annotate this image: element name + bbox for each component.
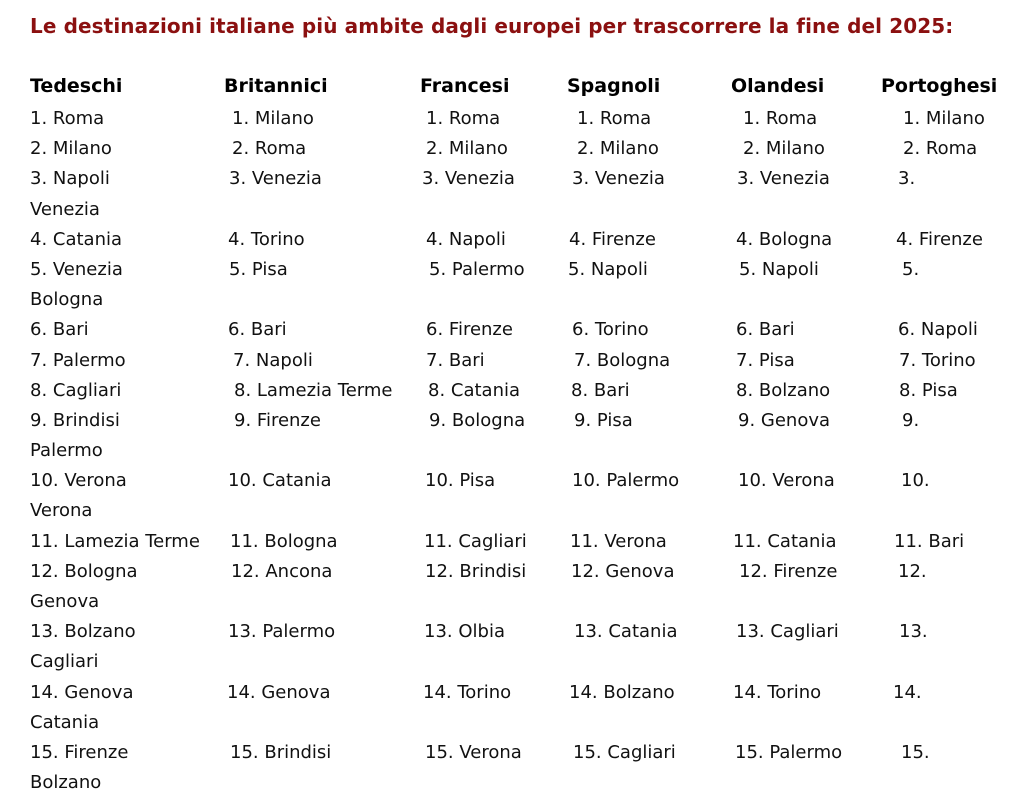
- ranking-entry-francesi: 8. Catania: [428, 379, 521, 401]
- column-header-spagnoli: Spagnoli: [567, 75, 661, 97]
- ranking-entry-tedeschi: 12. Bologna: [30, 560, 138, 582]
- text-line: [30, 285, 1020, 315]
- ranking-entry-olandesi: 10. Verona: [738, 470, 835, 492]
- ranking-entry-olandesi: 13. Cagliari: [736, 621, 839, 643]
- ranking-entry-britannici: 12. Ancona: [231, 560, 333, 582]
- ranking-entry-britannici: 7. Napoli: [233, 349, 313, 371]
- text-line: [30, 496, 1020, 526]
- ranking-entry-tedeschi: Cagliari: [30, 651, 99, 673]
- ranking-entry-portoghesi: 11. Bari: [894, 530, 965, 552]
- ranking-entry-francesi: 5. Palermo: [429, 258, 525, 280]
- ranking-entry-britannici: 14. Genova: [227, 681, 331, 703]
- ranking-entry-olandesi: 6. Bari: [736, 319, 795, 341]
- ranking-entry-britannici: 2. Roma: [232, 138, 307, 160]
- column-header-britannici: Britannici: [224, 75, 328, 97]
- ranking-entry-francesi: 10. Pisa: [425, 470, 496, 492]
- page-title: Le destinazioni italiane più ambite dagli europei per trascorrere la fine del 2025:: [30, 14, 954, 38]
- ranking-entry-portoghesi: 14.: [893, 681, 922, 703]
- ranking-entry-francesi: 6. Firenze: [426, 319, 513, 341]
- ranking-entry-britannici: 4. Torino: [228, 228, 305, 250]
- ranking-entry-britannici: 6. Bari: [228, 319, 287, 341]
- ranking-entry-tedeschi: 4. Catania: [30, 228, 123, 250]
- ranking-entry-olandesi: 4. Bologna: [736, 228, 833, 250]
- ranking-entry-spagnoli: 8. Bari: [571, 379, 630, 401]
- ranking-entry-britannici: 13. Palermo: [228, 621, 336, 643]
- text-line: [30, 255, 1020, 285]
- text-line: [30, 768, 1020, 798]
- text-line: [30, 104, 1020, 134]
- ranking-entry-tedeschi: Verona: [30, 500, 93, 522]
- ranking-entry-francesi: 14. Torino: [423, 681, 512, 703]
- ranking-entry-spagnoli: 5. Napoli: [568, 258, 648, 280]
- ranking-entry-britannici: 11. Bologna: [230, 530, 338, 552]
- ranking-entry-portoghesi: 8. Pisa: [899, 379, 958, 401]
- ranking-entry-olandesi: 11. Catania: [733, 530, 837, 552]
- text-line: [30, 617, 1020, 647]
- ranking-entry-olandesi: 2. Milano: [743, 138, 825, 160]
- text-line: [30, 164, 1020, 194]
- ranking-entry-britannici: 10. Catania: [228, 470, 332, 492]
- column-header-portoghesi: Portoghesi: [881, 75, 998, 97]
- ranking-entry-britannici: 8. Lamezia Terme: [234, 379, 393, 401]
- ranking-entry-tedeschi: Genova: [30, 591, 100, 612]
- ranking-entry-tedeschi: 9. Brindisi: [30, 409, 120, 431]
- text-line: [30, 557, 1020, 587]
- ranking-entry-francesi: 13. Olbia: [424, 621, 505, 643]
- ranking-entry-francesi: 9. Bologna: [429, 409, 526, 431]
- ranking-entry-olandesi: 1. Roma: [743, 108, 818, 129]
- ranking-text: [30, 104, 1020, 798]
- ranking-entry-tedeschi: 2. Milano: [30, 138, 112, 160]
- ranking-entry-portoghesi: 10.: [901, 470, 930, 492]
- ranking-entry-portoghesi: 9.: [902, 409, 920, 431]
- ranking-entry-britannici: 3. Venezia: [229, 168, 322, 190]
- ranking-entry-francesi: 15. Verona: [425, 741, 522, 763]
- ranking-entry-francesi: 7. Bari: [426, 349, 485, 371]
- ranking-entry-olandesi: 9. Genova: [738, 409, 831, 431]
- text-line: [30, 376, 1020, 406]
- ranking-entry-tedeschi: 7. Palermo: [30, 349, 126, 371]
- ranking-entry-tedeschi: 14. Genova: [30, 681, 134, 703]
- ranking-entry-portoghesi: 15.: [901, 741, 930, 763]
- ranking-entry-spagnoli: 12. Genova: [571, 560, 675, 582]
- ranking-entry-tedeschi: 10. Verona: [30, 470, 127, 492]
- ranking-entry-spagnoli: 6. Torino: [572, 319, 649, 341]
- ranking-entry-tedeschi: Palermo: [30, 440, 103, 462]
- text-line: [30, 195, 1020, 225]
- ranking-entry-olandesi: 15. Palermo: [735, 741, 843, 763]
- text-line: [30, 738, 1020, 768]
- ranking-entry-portoghesi: 13.: [899, 621, 928, 643]
- column-headers: [30, 75, 1024, 101]
- ranking-entry-portoghesi: 5.: [902, 258, 920, 280]
- ranking-entry-spagnoli: 4. Firenze: [569, 228, 656, 250]
- column-header-francesi: Francesi: [420, 75, 510, 97]
- ranking-entry-spagnoli: 3. Venezia: [572, 168, 665, 190]
- ranking-entry-tedeschi: 3. Napoli: [30, 168, 110, 190]
- text-line: [30, 678, 1020, 708]
- text-line: [30, 134, 1020, 164]
- ranking-entry-tedeschi: 6. Bari: [30, 319, 89, 341]
- ranking-entry-francesi: 2. Milano: [426, 138, 508, 160]
- ranking-entry-portoghesi: 2. Roma: [903, 138, 978, 160]
- text-line: [30, 708, 1020, 738]
- ranking-entry-tedeschi: Venezia: [30, 198, 100, 220]
- ranking-entry-tedeschi: Catania: [30, 711, 100, 733]
- text-line: [30, 346, 1020, 376]
- ranking-entry-portoghesi: 3.: [898, 168, 916, 190]
- ranking-entry-tedeschi: 1. Roma: [30, 108, 105, 129]
- ranking-entry-britannici: 9. Firenze: [234, 409, 321, 431]
- ranking-entry-spagnoli: 9. Pisa: [574, 409, 633, 431]
- ranking-entry-tedeschi: 13. Bolzano: [30, 621, 136, 643]
- text-line: [30, 225, 1020, 255]
- ranking-entry-spagnoli: 11. Verona: [570, 530, 667, 552]
- ranking-entry-portoghesi: 4. Firenze: [896, 228, 983, 250]
- text-line: [30, 527, 1020, 557]
- text-line: [30, 315, 1020, 345]
- ranking-entry-francesi: 11. Cagliari: [424, 530, 527, 552]
- ranking-entry-portoghesi: 1. Milano: [903, 108, 985, 129]
- ranking-entry-portoghesi: 6. Napoli: [898, 319, 978, 341]
- ranking-entry-olandesi: 5. Napoli: [739, 258, 819, 280]
- ranking-entry-spagnoli: 1. Roma: [577, 108, 652, 129]
- ranking-entry-portoghesi: 12.: [898, 560, 927, 582]
- ranking-entry-olandesi: 8. Bolzano: [736, 379, 831, 401]
- ranking-entry-britannici: 5. Pisa: [229, 258, 288, 280]
- ranking-entry-olandesi: 7. Pisa: [736, 349, 795, 371]
- ranking-entry-olandesi: 3. Venezia: [737, 168, 830, 190]
- ranking-entry-tedeschi: 5. Venezia: [30, 258, 123, 280]
- ranking-entry-spagnoli: 2. Milano: [577, 138, 659, 160]
- ranking-entry-spagnoli: 10. Palermo: [572, 470, 680, 492]
- ranking-entry-olandesi: 12. Firenze: [739, 560, 838, 582]
- ranking-entry-spagnoli: 15. Cagliari: [573, 741, 676, 763]
- ranking-entry-tedeschi: 15. Firenze: [30, 741, 129, 763]
- ranking-entry-tedeschi: Bologna: [30, 289, 104, 311]
- ranking-entry-portoghesi: 7. Torino: [899, 349, 976, 371]
- ranking-entry-francesi: 12. Brindisi: [425, 560, 527, 582]
- text-line: [30, 436, 1020, 466]
- ranking-entry-spagnoli: 7. Bologna: [574, 349, 671, 371]
- text-line: [30, 466, 1020, 496]
- text-line: [30, 647, 1020, 677]
- ranking-entry-tedeschi: 8. Cagliari: [30, 379, 122, 401]
- column-header-olandesi: Olandesi: [731, 75, 825, 97]
- ranking-entry-tedeschi: Bolzano: [30, 772, 102, 794]
- ranking-entry-francesi: 1. Roma: [426, 108, 501, 129]
- text-line: [30, 587, 1020, 617]
- column-header-tedeschi: Tedeschi: [30, 75, 123, 97]
- ranking-entry-britannici: 15. Brindisi: [230, 741, 332, 763]
- ranking-entry-francesi: 3. Venezia: [422, 168, 515, 190]
- ranking-entry-tedeschi: 11. Lamezia Terme: [30, 530, 200, 552]
- ranking-entry-olandesi: 14. Torino: [733, 681, 822, 703]
- ranking-entry-spagnoli: 13. Catania: [574, 621, 678, 643]
- ranking-entry-britannici: 1. Milano: [232, 108, 314, 129]
- ranking-entry-francesi: 4. Napoli: [426, 228, 506, 250]
- text-line: [30, 406, 1020, 436]
- ranking-entry-spagnoli: 14. Bolzano: [569, 681, 675, 703]
